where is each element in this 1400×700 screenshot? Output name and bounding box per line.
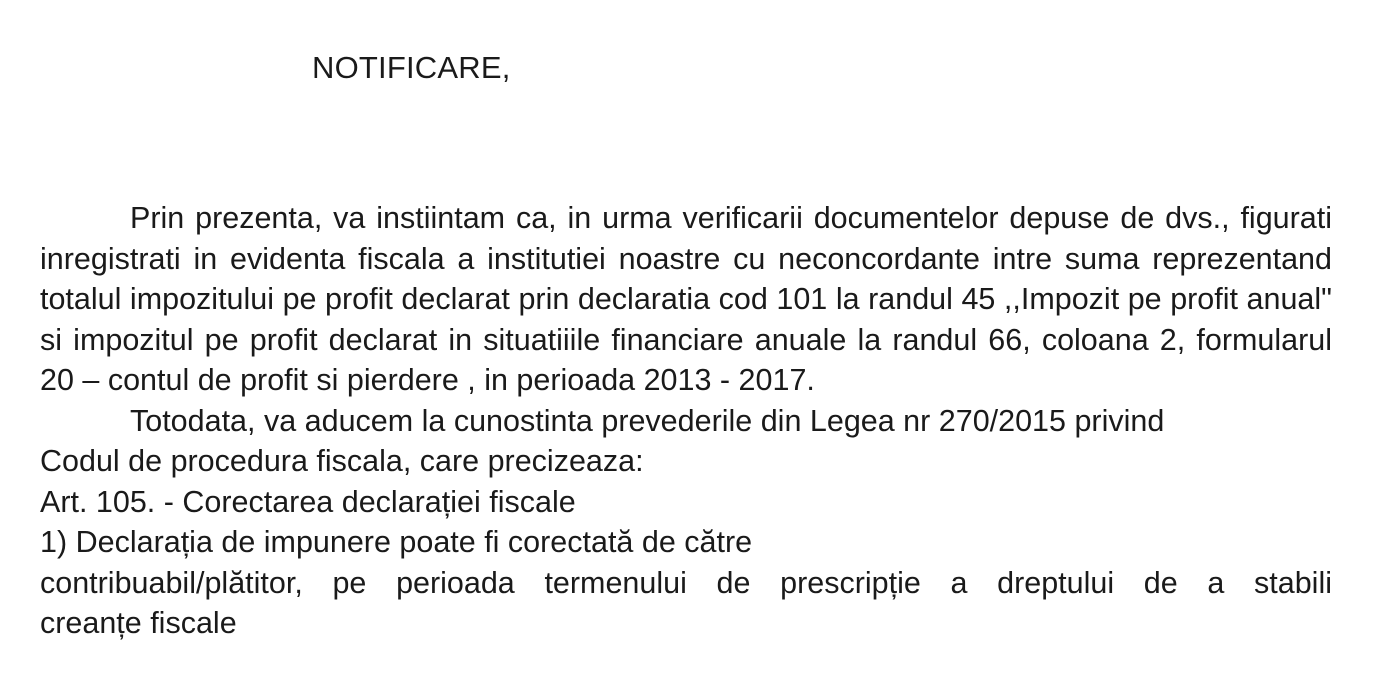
document-body [40, 198, 1332, 644]
article-point-1-line3: creanțe fiscale [40, 606, 237, 640]
paragraph-law-intro-line1: Totodata, va aducem la cunostinta prevederile din Legea nr 270/2015 privind [130, 403, 1165, 438]
article-point-1-line1: 1) Declarația de impunere poate fi corectată de către [40, 525, 753, 559]
article-heading: Art. 105. - Corectarea declarației fiscale [40, 484, 576, 519]
document-title: NOTIFICARE, [312, 50, 511, 85]
article-point-1-line2: contribuabil/plătitor, pe perioada termenului de prescripție a dreptului de a stabili [40, 565, 1332, 600]
paragraph-law-intro-line2: Codul de procedura fiscala, care precizeaza: [40, 444, 644, 478]
paragraph-notification: Prin prezenta, va instiintam ca, in urma verificarii documentelor depuse de dvs., figurati inregistrati in evidenta fiscala a institutiei noastre cu neconcordante intre suma reprezentand totalul impozitului pe profit declarat prin declaratia cod 101 la randul 45 ,,Impozit pe profit anual" si impozitul pe profit declarat in situatiiile financiare anuale la randul 66, coloana 2, formularul 20 – contul de profit si pierdere , in perioada 2013 - 2017. [40, 201, 1332, 397]
